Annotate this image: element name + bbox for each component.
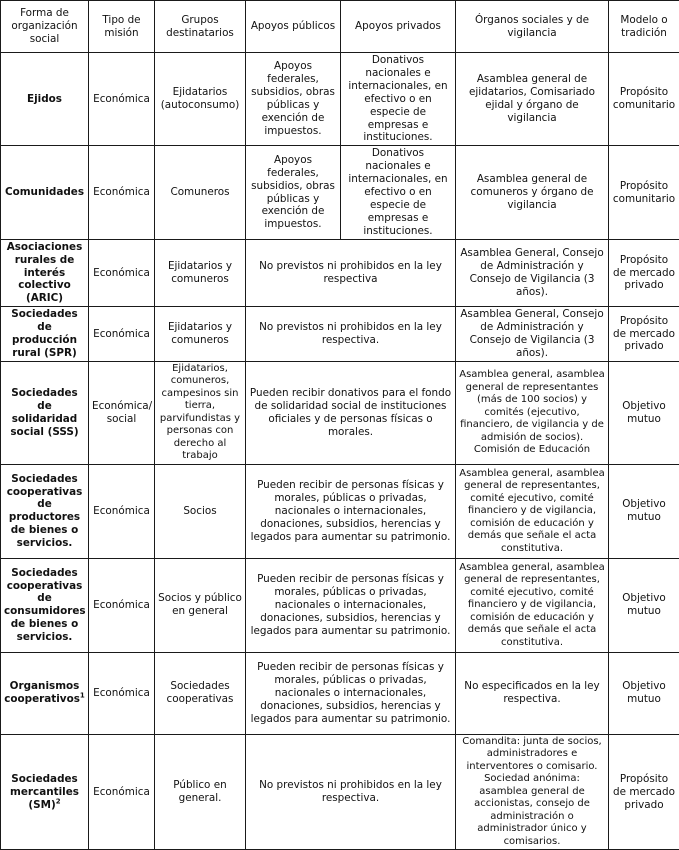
table-row — [1, 307, 679, 362]
header-organos: Órganos sociales y de vigilancia — [456, 1, 609, 53]
cell-modelo: Propósito de mercado privado — [609, 307, 679, 362]
cell-modelo: Objetivo mutuo — [609, 652, 679, 734]
header-row — [1, 1, 679, 53]
cell-apoyos: Pueden recibir de personas físicas y morales, públicas o privadas, nacionales o internacionales, donaciones, subsidios, herencias y legados para aumentar su patrimonio. — [246, 558, 456, 652]
table-row — [1, 239, 679, 307]
cell-organos: Asamblea general, asamblea general de representantes, comité ejecutivo, comité financiero y de vigilancia, comisión de educación y demás que señale el acta constitutiva. — [456, 464, 609, 558]
cell-forma: Sociedades cooperativas de productores de bienes o servicios. — [1, 464, 89, 558]
cell-mision: Económica/ social — [89, 361, 155, 464]
cell-grupos: Ejidatarios (autoconsumo) — [155, 53, 246, 146]
cell-forma: Asociaciones rurales de interés colectivo (ARIC) — [1, 239, 89, 307]
cell-grupos: Público en general. — [155, 734, 246, 850]
cell-modelo: Propósito comunitario — [609, 146, 679, 239]
cell-mision: Económica — [89, 734, 155, 850]
cell-organos: No especificados en la ley respectiva. — [456, 652, 609, 734]
cell-grupos: Socios — [155, 464, 246, 558]
cell-organos: Asamblea general de ejidatarios, Comisariado ejidal y órgano de vigilancia — [456, 53, 609, 146]
table-row — [1, 558, 679, 652]
cell-grupos: Sociedades cooperativas — [155, 652, 246, 734]
cell-forma — [1, 734, 89, 850]
cell-mision: Económica — [89, 464, 155, 558]
header-mision: Tipo de misión — [89, 1, 155, 53]
header-forma: Forma de organización social — [1, 1, 89, 53]
cell-mision: Económica — [89, 307, 155, 362]
cell-organos: Comandita: junta de socios, administradores e interventores o comisario. Sociedad anónima: asamblea general de accionistas, consejo de administración o administrador único y comisarios. — [456, 734, 609, 850]
cell-mision: Económica — [89, 652, 155, 734]
table-row — [1, 464, 679, 558]
cell-forma-text: Sociedades mercantiles (SM) — [10, 773, 79, 811]
cell-modelo: Propósito comunitario — [609, 53, 679, 146]
cell-modelo: Propósito de mercado privado — [609, 239, 679, 307]
table-row — [1, 53, 679, 146]
cell-apoyos: Pueden recibir donativos para el fondo de solidaridad social de instituciones oficiales y de personas físicas o morales. — [246, 361, 456, 464]
cell-organos: Asamblea General, Consejo de Administración y Consejo de Vigilancia (3 años). — [456, 239, 609, 307]
cell-apoyos: Pueden recibir de personas físicas y morales, públicas o privadas, nacionales o internacionales, donaciones, subsidios, herencias y legados para aumentar su patrimonio. — [246, 652, 456, 734]
cell-grupos: Comuneros — [155, 146, 246, 239]
cell-organos: Asamblea General, Consejo de Administración y Consejo de Vigilancia (3 años). — [456, 307, 609, 362]
cell-forma: Sociedades cooperativas de consumidores de bienes o servicios. — [1, 558, 89, 652]
table-row — [1, 146, 679, 239]
cell-modelo: Objetivo mutuo — [609, 558, 679, 652]
cell-apoyos-publicos: Apoyos federales, subsidios, obras públicas y exención de impuestos. — [246, 146, 341, 239]
cell-apoyos: No previstos ni prohibidos en la ley respectiva. — [246, 734, 456, 850]
cell-apoyos: No previstos ni prohibidos en la ley respectiva. — [246, 307, 456, 362]
table-row — [1, 652, 679, 734]
cell-grupos: Socios y público en general — [155, 558, 246, 652]
cell-mision: Económica — [89, 53, 155, 146]
cell-grupos: Ejidatarios y comuneros — [155, 239, 246, 307]
cell-organos: Asamblea general, asamblea general de representantes, comité ejecutivo, comité financiero y de vigilancia, comisión de educación y demás que señale el acta constitutiva. — [456, 558, 609, 652]
cell-forma: Ejidos — [1, 53, 89, 146]
cell-apoyos-publicos: Apoyos federales, subsidios, obras públicas y exención de impuestos. — [246, 53, 341, 146]
cell-apoyos-privados: Donativos nacionales e internacionales, en efectivo o en especie de empresas e instituciones. — [341, 146, 456, 239]
header-modelo: Modelo o tradición — [609, 1, 679, 53]
footnote-marker: 2 — [56, 797, 61, 805]
cell-grupos: Ejidatarios y comuneros — [155, 307, 246, 362]
cell-apoyos: Pueden recibir de personas físicas y morales, públicas o privadas, nacionales o internacionales, donaciones, subsidios, herencias y legados para aumentar su patrimonio. — [246, 464, 456, 558]
header-publicos: Apoyos públicos — [246, 1, 341, 53]
cell-forma: Comunidades — [1, 146, 89, 239]
cell-forma — [1, 652, 89, 734]
cell-apoyos: No previstos ni prohibidos en la ley respectiva — [246, 239, 456, 307]
cell-mision: Económica — [89, 558, 155, 652]
cell-modelo: Propósito de mercado privado — [609, 734, 679, 850]
cell-mision: Económica — [89, 239, 155, 307]
cell-modelo: Objetivo mutuo — [609, 361, 679, 464]
footnote-marker: 1 — [80, 692, 85, 700]
cell-mision: Económica — [89, 146, 155, 239]
header-privados: Apoyos privados — [341, 1, 456, 53]
cell-forma: Sociedades de solidaridad social (SSS) — [1, 361, 89, 464]
cell-forma-text: Organismos cooperativos — [4, 680, 80, 705]
table-row — [1, 734, 679, 850]
cell-apoyos-privados: Donativos nacionales e internacionales, en efectivo o en especie de empresas e instituciones. — [341, 53, 456, 146]
cell-organos: Asamblea general de comuneros y órgano de vigilancia — [456, 146, 609, 239]
cell-forma: Sociedades de producción rural (SPR) — [1, 307, 89, 362]
table-row — [1, 361, 679, 464]
cell-organos: Asamblea general, asamblea general de representantes (más de 100 socios) y comités (ejecutivo, financiero, de vigilancia y de admisión de socios). Comisión de Educación — [456, 361, 609, 464]
header-grupos: Grupos destinatarios — [155, 1, 246, 53]
cell-modelo: Objetivo mutuo — [609, 464, 679, 558]
cell-grupos: Ejidatarios, comuneros, campesinos sin tierra, parvifundistas y personas con derecho al trabajo — [155, 361, 246, 464]
